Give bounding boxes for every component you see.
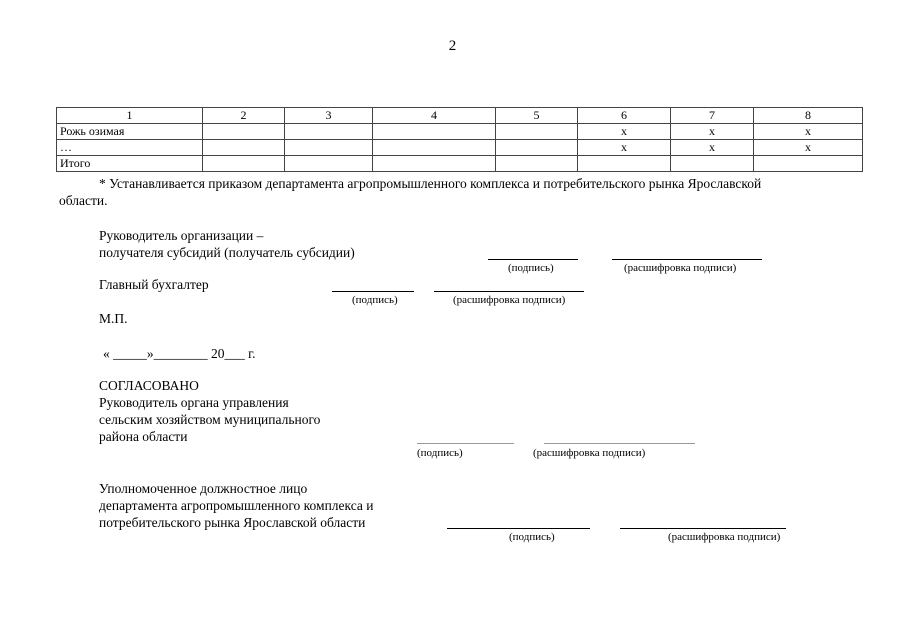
director-sign-caption: (подпись) bbox=[508, 262, 554, 274]
director-signature-line bbox=[488, 259, 578, 260]
official-line-2: департамента агропромышленного комплекса и bbox=[99, 498, 374, 513]
column-header: 5 bbox=[496, 108, 578, 124]
accountant-signature-line bbox=[332, 291, 414, 292]
column-header: 4 bbox=[373, 108, 496, 124]
agreed-line-1: Руководитель органа управления bbox=[99, 395, 289, 410]
column-header: 6 bbox=[578, 108, 671, 124]
table-cell bbox=[671, 156, 754, 172]
column-header: 1 bbox=[57, 108, 203, 124]
director-title-line-2: получателя субсидий (получатель субсидии) bbox=[99, 245, 355, 260]
agreed-decode-caption: (расшифровка подписи) bbox=[533, 447, 646, 459]
stamp-label: М.П. bbox=[99, 311, 128, 326]
table-cell bbox=[754, 156, 863, 172]
accountant-decode-caption: (расшифровка подписи) bbox=[453, 294, 566, 306]
table-cell bbox=[285, 124, 373, 140]
agreed-sign-caption: (подпись) bbox=[417, 447, 463, 459]
table-cell bbox=[203, 140, 285, 156]
director-decode-caption: (расшифровка подписи) bbox=[624, 262, 737, 274]
accountant-decode-line bbox=[434, 291, 584, 292]
table-cell bbox=[203, 156, 285, 172]
agreed-signature-line bbox=[417, 443, 514, 444]
column-header: 2 bbox=[203, 108, 285, 124]
table-row bbox=[57, 140, 863, 156]
table-cell bbox=[285, 156, 373, 172]
official-line-3: потребительского рынка Ярославской области bbox=[99, 515, 366, 530]
footnote-line-1: * Устанавливается приказом департамента агропромышленного комплекса и потребительского рынка Ярославской bbox=[99, 176, 762, 191]
table-cell bbox=[578, 156, 671, 172]
table-cell: Итого bbox=[57, 156, 203, 172]
column-header: 3 bbox=[285, 108, 373, 124]
page-number: 2 bbox=[448, 38, 457, 54]
official-line-1: Уполномоченное должностное лицо bbox=[99, 481, 308, 496]
official-signature-line bbox=[447, 528, 590, 529]
column-header: 7 bbox=[671, 108, 754, 124]
table-cell bbox=[373, 156, 496, 172]
agreed-decode-line bbox=[544, 443, 695, 444]
official-sign-caption: (подпись) bbox=[509, 531, 555, 543]
table-cell bbox=[496, 156, 578, 172]
table-cell: x bbox=[754, 140, 863, 156]
table-cell: x bbox=[754, 124, 863, 140]
table-cell bbox=[203, 124, 285, 140]
table-cell: … bbox=[57, 140, 203, 156]
table-cell: x bbox=[578, 124, 671, 140]
table-cell: x bbox=[671, 124, 754, 140]
table-cell bbox=[373, 140, 496, 156]
official-decode-caption: (расшифровка подписи) bbox=[668, 531, 781, 543]
column-header: 8 bbox=[754, 108, 863, 124]
table-cell bbox=[496, 140, 578, 156]
accountant-label: Главный бухгалтер bbox=[99, 277, 209, 292]
subsidy-table bbox=[56, 107, 863, 172]
table-cell: Рожь озимая bbox=[57, 124, 203, 140]
director-decode-line bbox=[612, 259, 762, 260]
table-cell: x bbox=[578, 140, 671, 156]
director-title-line-1: Руководитель организации – bbox=[99, 228, 264, 243]
table-cell bbox=[373, 124, 496, 140]
table-cell: x bbox=[671, 140, 754, 156]
date-line: « _____»________ 20___ г. bbox=[103, 346, 256, 361]
table-row bbox=[57, 124, 863, 140]
accountant-sign-caption: (подпись) bbox=[352, 294, 398, 306]
table-cell bbox=[496, 124, 578, 140]
footnote-line-2: области. bbox=[59, 193, 108, 208]
table-header-row bbox=[57, 108, 863, 124]
agreed-line-3: района области bbox=[99, 429, 188, 444]
table-cell bbox=[285, 140, 373, 156]
agreed-heading: СОГЛАСОВАНО bbox=[99, 378, 199, 393]
table-row bbox=[57, 156, 863, 172]
agreed-line-2: сельским хозяйством муниципального bbox=[99, 412, 321, 427]
official-decode-line bbox=[620, 528, 786, 529]
